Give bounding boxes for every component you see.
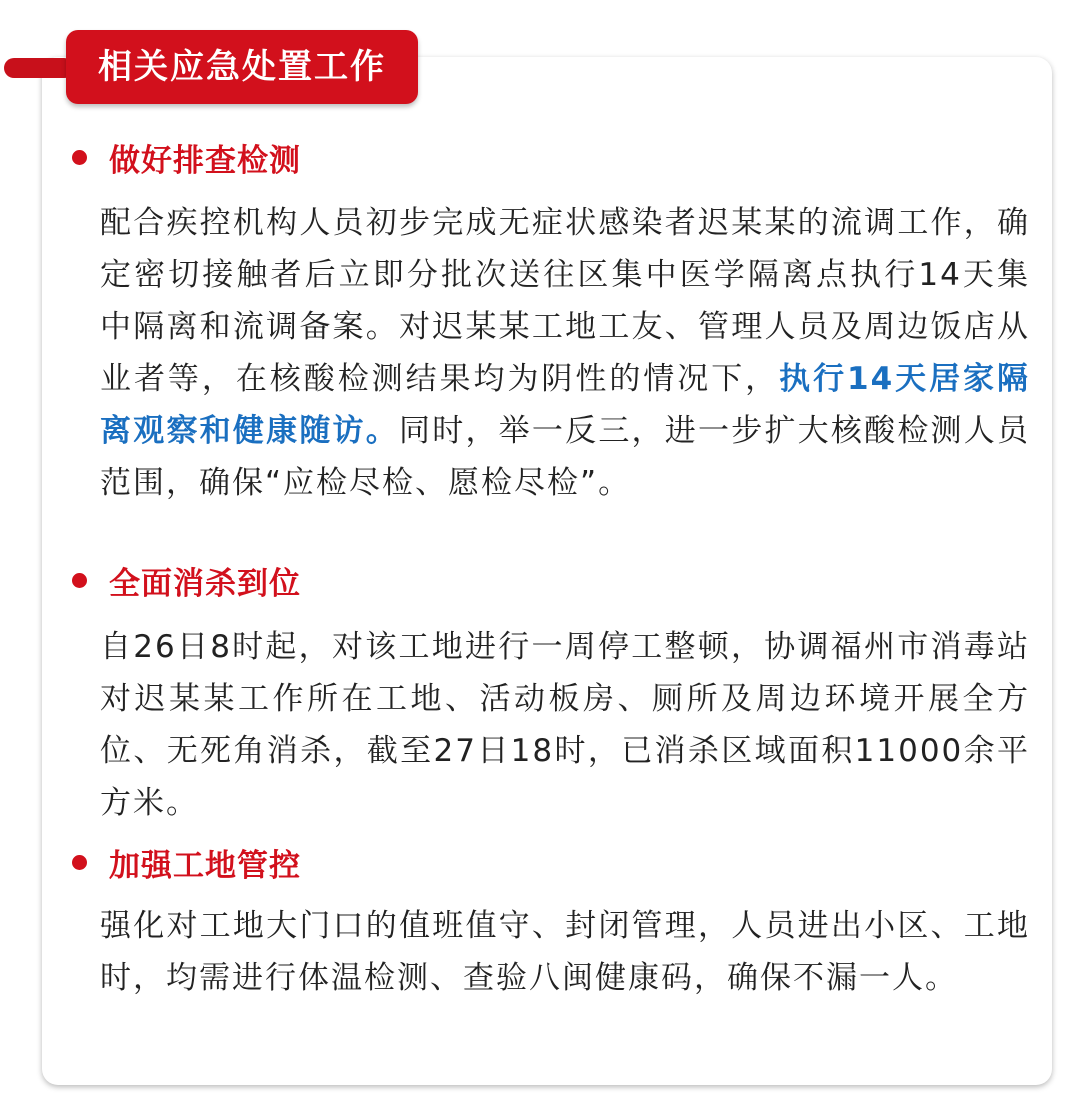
- bullet-dot-icon: [72, 150, 87, 165]
- highlighted-text: 执行14天居家隔离观察和健康随访。: [100, 361, 1031, 449]
- decorative-bar: [4, 58, 74, 78]
- paragraph-text: 同时，举一反三，进一步扩大核酸检测人员范围，确保“应检尽检、愿检尽检”。: [100, 413, 1030, 501]
- section-paragraph: 自26日8时起，对该工地进行一周停工整顿，协调福州市消毒站对迟某某工作所在工地、活动板房、厕所及周边环境开展全方位、无死角消杀，截至27日18时，已消杀区域面积11000余平方米。: [100, 629, 1030, 821]
- paragraph-text: 配合疾控机构人员初步完成无症状感染者迟某某的流调工作，确定密切接触者后立即分批次送往区集中医学隔离点执行14天集中隔离和流调备案。对迟某某工地工友、管理人员及周边饭店从业者等，在核酸检测结果均为阴性的情况下，: [100, 205, 1030, 397]
- bullet-dot-icon: [72, 855, 87, 870]
- section-paragraph: 强化对工地大门口的值班值守、封闭管理，人员进出小区、工地时，均需进行体温检测、查验八闽健康码，确保不漏一人。: [100, 908, 1030, 996]
- section-heading: [72, 838, 301, 886]
- section-heading: [72, 556, 301, 604]
- section-heading: [72, 133, 301, 181]
- bullet-dot-icon: [72, 573, 87, 588]
- section-paragraph: [100, 197, 1030, 509]
- title-badge: 相关应急处置工作: [66, 30, 418, 104]
- section-heading-text: 加强工地管控: [109, 847, 301, 884]
- section-heading-text: 全面消杀到位: [109, 565, 301, 602]
- section-heading-text: 做好排查检测: [109, 142, 301, 179]
